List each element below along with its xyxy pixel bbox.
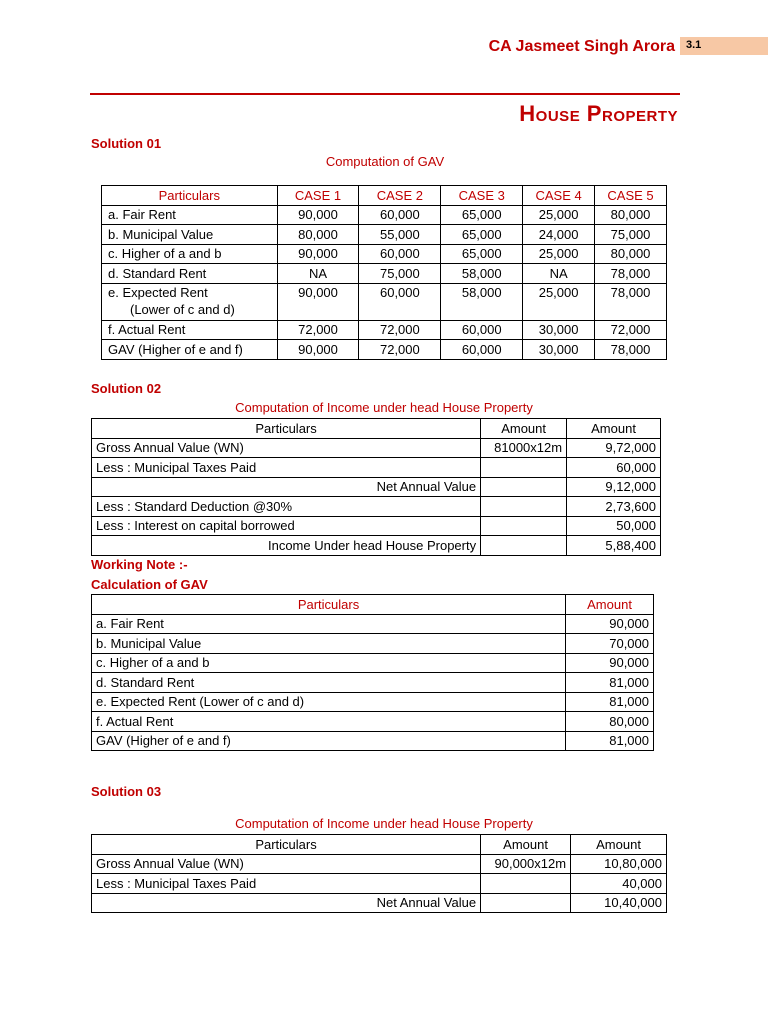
cell-calc: 81000x12m: [481, 438, 567, 458]
table-row: [92, 458, 661, 478]
cell-value: 72,000: [595, 320, 667, 340]
table-row: [92, 536, 661, 556]
cell-value: 80,000: [277, 225, 359, 245]
cell-value: 78,000: [595, 264, 667, 284]
row-label: Gross Annual Value (WN): [92, 438, 481, 458]
table-row: [102, 283, 667, 320]
row-label: e. Expected Rent (Lower of c and d): [92, 692, 566, 712]
column-header: Amount: [481, 419, 567, 439]
table-row: [92, 692, 654, 712]
solution-2-label: Solution 02: [91, 381, 162, 396]
cell-value: 65,000: [441, 225, 523, 245]
row-label: Less : Interest on capital borrowed: [92, 516, 481, 536]
table-row: [92, 477, 661, 497]
cell-amount: 80,000: [566, 712, 654, 732]
cell-value: 30,000: [523, 340, 595, 360]
row-label-sub: (Lower of c and d): [130, 301, 235, 317]
cell-value: NA: [523, 264, 595, 284]
row-label: c. Higher of a and b: [102, 244, 278, 264]
cell-value: 25,000: [523, 283, 595, 320]
row-label: Gross Annual Value (WN): [92, 854, 481, 874]
column-header: CASE 2: [359, 186, 441, 206]
cell-amount: 50,000: [567, 516, 661, 536]
cell-amount: 9,12,000: [567, 477, 661, 497]
cell-value: 60,000: [359, 244, 441, 264]
cell-value: 65,000: [441, 205, 523, 225]
solution-1-caption: Computation of GAV: [325, 154, 445, 169]
cell-amount: 70,000: [566, 634, 654, 654]
row-label: e. Expected Rent: [108, 284, 208, 300]
table-row: [92, 854, 667, 874]
row-label: GAV (Higher of e and f): [92, 731, 566, 751]
table-header-row: [92, 595, 654, 615]
column-header: Particulars: [92, 595, 566, 615]
working-note-label: Working Note :-: [91, 557, 188, 572]
table-row: [92, 614, 654, 634]
column-header: Particulars: [102, 186, 278, 206]
cell-amount: 10,80,000: [571, 854, 667, 874]
working-note-table: [91, 594, 654, 751]
column-header: Particulars: [92, 835, 481, 855]
cell-calc: [481, 477, 567, 497]
cell-value: 25,000: [523, 244, 595, 264]
cell-value: 60,000: [441, 320, 523, 340]
column-header: Amount: [571, 835, 667, 855]
row-label: c. Higher of a and b: [92, 653, 566, 673]
cell-value: 78,000: [595, 283, 667, 320]
row-label: GAV (Higher of e and f): [102, 340, 278, 360]
table-row: [102, 340, 667, 360]
cell-value: 90,000: [277, 205, 359, 225]
row-label: b. Municipal Value: [102, 225, 278, 245]
cell-value: 60,000: [441, 340, 523, 360]
row-label-cell: [102, 283, 278, 320]
cell-value: NA: [277, 264, 359, 284]
row-label: Less : Standard Deduction @30%: [92, 497, 481, 517]
cell-value: 72,000: [277, 320, 359, 340]
page-number: 3.1: [686, 39, 702, 51]
cell-value: 90,000: [277, 244, 359, 264]
cell-value: 75,000: [595, 225, 667, 245]
table-row: [92, 893, 667, 913]
cell-amount: 5,88,400: [567, 536, 661, 556]
column-header: Amount: [566, 595, 654, 615]
row-label: Income Under head House Property: [92, 536, 481, 556]
table-row: [92, 731, 654, 751]
table-row: [92, 874, 667, 894]
cell-value: 25,000: [523, 205, 595, 225]
cell-amount: 40,000: [571, 874, 667, 894]
cell-value: 60,000: [359, 283, 441, 320]
row-label: b. Municipal Value: [92, 634, 566, 654]
cell-amount: 60,000: [567, 458, 661, 478]
cell-amount: 81,000: [566, 673, 654, 693]
cell-amount: 81,000: [566, 692, 654, 712]
table-row: [102, 264, 667, 284]
column-header: CASE 4: [523, 186, 595, 206]
row-label: a. Fair Rent: [102, 205, 278, 225]
income-table-2: [91, 418, 661, 556]
table-header-row: [92, 419, 661, 439]
cell-amount: 2,73,600: [567, 497, 661, 517]
author-name: CA Jasmeet Singh Arora: [488, 38, 675, 55]
cell-amount: 90,000: [566, 653, 654, 673]
table-row: [102, 225, 667, 245]
table-row: [102, 205, 667, 225]
cell-calc: [481, 458, 567, 478]
cell-value: 80,000: [595, 205, 667, 225]
cell-value: 60,000: [359, 205, 441, 225]
cell-amount: 81,000: [566, 731, 654, 751]
table-row: [92, 438, 661, 458]
column-header: Amount: [481, 835, 571, 855]
row-label: d. Standard Rent: [92, 673, 566, 693]
row-label: Net Annual Value: [92, 893, 481, 913]
solution-2-caption: Computation of Income under head House Property: [235, 400, 533, 415]
table-row: [92, 497, 661, 517]
table-row: [92, 516, 661, 536]
cell-calc: [481, 516, 567, 536]
cell-amount: 10,40,000: [571, 893, 667, 913]
cell-value: 72,000: [359, 320, 441, 340]
cell-value: 90,000: [277, 283, 359, 320]
cell-value: 30,000: [523, 320, 595, 340]
table-row: [92, 634, 654, 654]
cell-calc: [481, 536, 567, 556]
solution-3-caption: Computation of Income under head House Property: [235, 816, 533, 831]
cell-calc: [481, 497, 567, 517]
cell-calc: 90,000x12m: [481, 854, 571, 874]
table-row: [92, 712, 654, 732]
table-row: [102, 244, 667, 264]
column-header: CASE 5: [595, 186, 667, 206]
income-table-3: [91, 834, 667, 913]
cell-amount: 90,000: [566, 614, 654, 634]
cell-amount: 9,72,000: [567, 438, 661, 458]
cell-value: 24,000: [523, 225, 595, 245]
column-header: Particulars: [92, 419, 481, 439]
table-header-row: [102, 186, 667, 206]
working-note-caption: Calculation of GAV: [91, 577, 208, 592]
cell-value: 80,000: [595, 244, 667, 264]
cell-value: 90,000: [277, 340, 359, 360]
cell-value: 78,000: [595, 340, 667, 360]
cell-calc: [481, 874, 571, 894]
column-header: CASE 1: [277, 186, 359, 206]
row-label: Less : Municipal Taxes Paid: [92, 874, 481, 894]
table-row: [92, 673, 654, 693]
row-label: f. Actual Rent: [102, 320, 278, 340]
row-label: Less : Municipal Taxes Paid: [92, 458, 481, 478]
cell-value: 65,000: [441, 244, 523, 264]
column-header: Amount: [567, 419, 661, 439]
table-row: [102, 320, 667, 340]
column-header: CASE 3: [441, 186, 523, 206]
cell-value: 72,000: [359, 340, 441, 360]
table-header-row: [92, 835, 667, 855]
solution-1-label: Solution 01: [91, 136, 162, 151]
row-label: f. Actual Rent: [92, 712, 566, 732]
solution-3-label: Solution 03: [91, 784, 162, 799]
cell-value: 75,000: [359, 264, 441, 284]
table-row: [92, 653, 654, 673]
cell-value: 58,000: [441, 264, 523, 284]
cell-value: 55,000: [359, 225, 441, 245]
row-label: a. Fair Rent: [92, 614, 566, 634]
cell-calc: [481, 893, 571, 913]
page-title: House Property: [519, 101, 678, 126]
gav-cases-table: [101, 185, 667, 360]
header-rule: [90, 93, 680, 95]
row-label: Net Annual Value: [92, 477, 481, 497]
cell-value: 58,000: [441, 283, 523, 320]
row-label: d. Standard Rent: [102, 264, 278, 284]
